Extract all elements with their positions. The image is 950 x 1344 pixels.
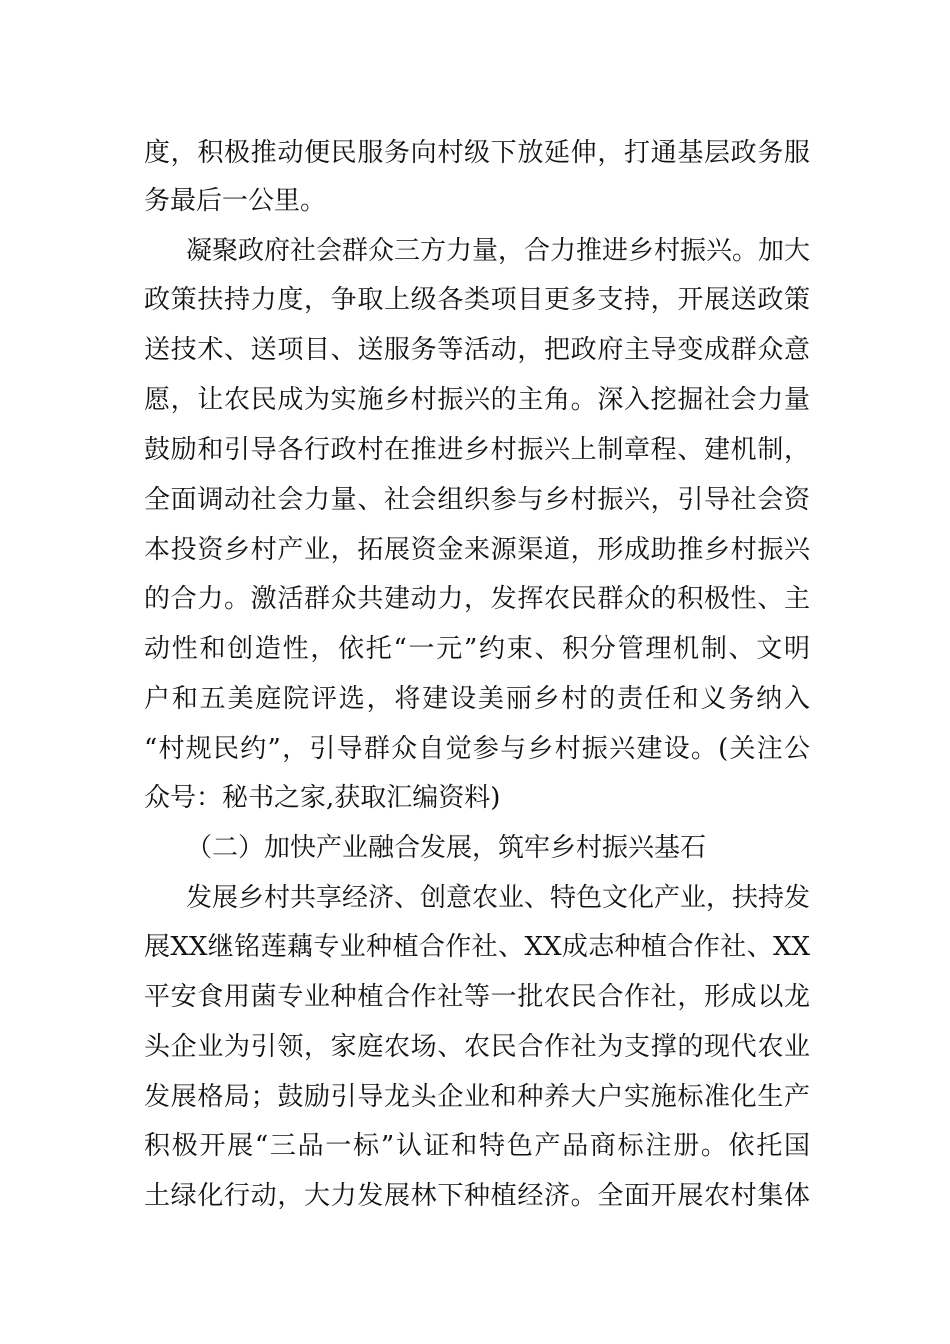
text-line: 政策扶持力度，争取上级各类项目更多支持，开展送政策 xyxy=(144,285,810,315)
text-line: 积极开展“三品一标”认证和特色产品商标注册。依托国 xyxy=(144,1131,810,1161)
text-line: 的合力。激活群众共建动力，发挥农民群众的积极性、主 xyxy=(144,584,810,614)
paragraph-first-line: 发展乡村共享经济、创意农业、特色文化产业，扶持发 xyxy=(186,883,811,913)
text-line: 平安食用菌专业种植合作社等一批农民合作社，形成以龙 xyxy=(144,982,810,1012)
text-line: 户和五美庭院评选，将建设美丽乡村的责任和义务纳入 xyxy=(144,684,810,714)
text-line: “村规民约”，引导群众自觉参与乡村振兴建设。(关注公 xyxy=(144,734,810,764)
text-line: 发展格局；鼓励引导龙头企业和种养大户实施标准化生产 xyxy=(144,1082,810,1112)
text-line: 务最后一公里。 xyxy=(144,186,327,216)
text-line: 头企业为引领，家庭农场、农民合作社为支撑的现代农业 xyxy=(144,1032,810,1062)
text-line: 度，积极推动便民服务向村级下放延伸，打通基层政务服 xyxy=(144,138,810,168)
text-line: 土绿化行动，大力发展林下种植经济。全面开展农村集体 xyxy=(144,1181,810,1211)
section-heading: （二）加快产业融合发展，筑牢乡村振兴基石 xyxy=(186,833,707,863)
text-line: 展XX继铭莲藕专业种植合作社、XX成志种植合作社、XX xyxy=(144,932,810,962)
paragraph-first-line: 凝聚政府社会群众三方力量，合力推进乡村振兴。加大 xyxy=(186,236,811,266)
text-line: 愿，让农民成为实施乡村振兴的主角。深入挖掘社会力量 xyxy=(144,385,810,415)
text-line: 本投资乡村产业，拓展资金来源渠道，形成助推乡村振兴 xyxy=(144,535,810,565)
text-line: 全面调动社会力量、社会组织参与乡村振兴，引导社会资 xyxy=(144,485,810,515)
text-line: 鼓励和引导各行政村在推进乡村振兴上制章程、建机制， xyxy=(144,435,810,465)
text-line: 众号：秘书之家,获取汇编资料) xyxy=(144,783,501,813)
text-line: 动性和创造性，依托“一元”约束、积分管理机制、文明 xyxy=(144,634,810,664)
text-line: 送技术、送项目、送服务等活动，把政府主导变成群众意 xyxy=(144,335,810,365)
